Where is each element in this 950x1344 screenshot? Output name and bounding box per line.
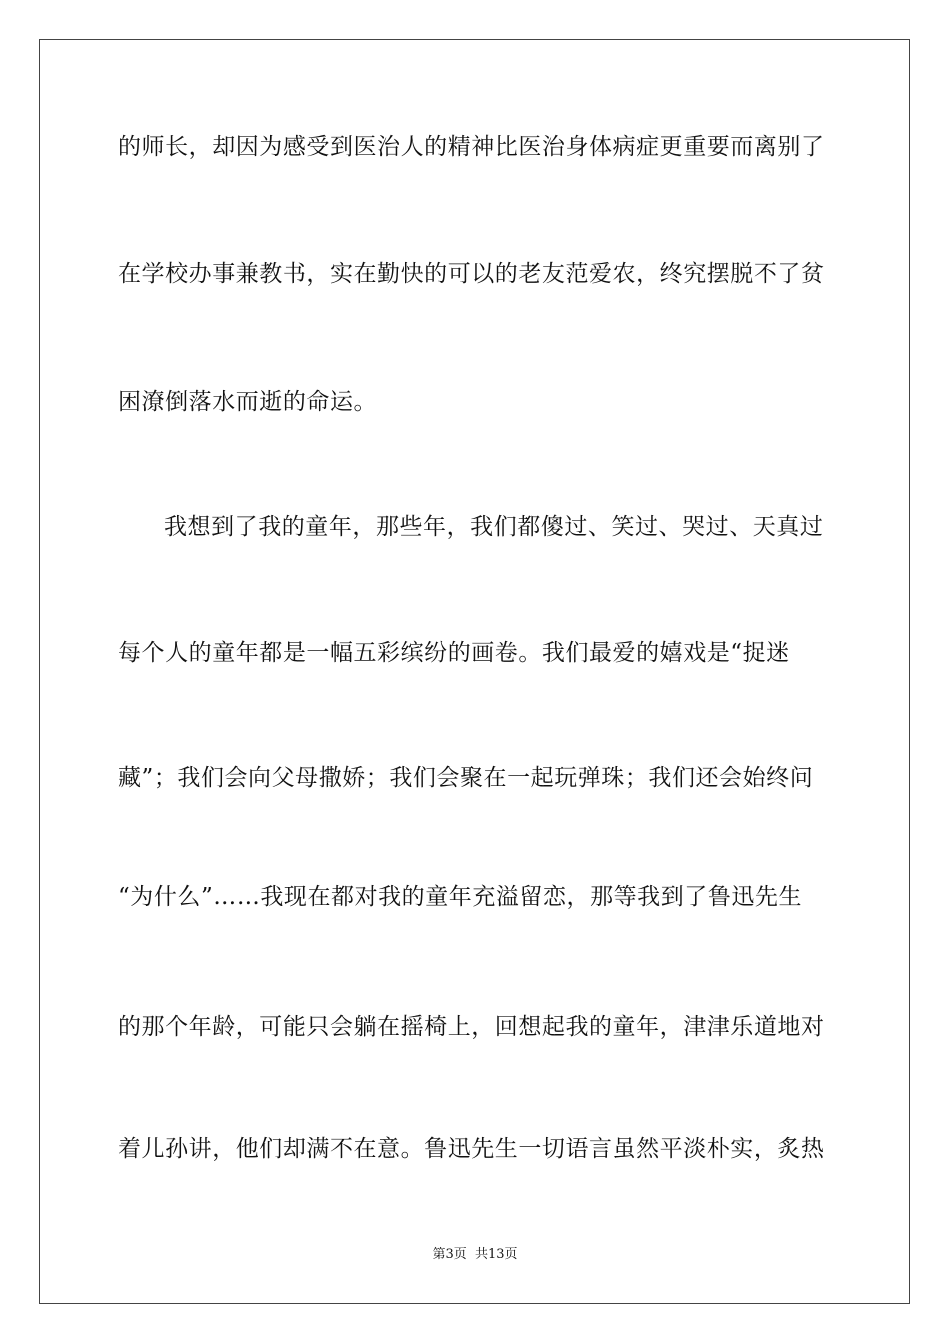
- text-line-9: 着儿孙讲，他们却满不在意。鲁迅先生一切语言虽然平淡朴实，炙热: [118, 1136, 825, 1162]
- text-line-6: 藏”；我们会向父母撒娇；我们会聚在一起玩弹珠；我们还会始终问: [118, 765, 814, 791]
- text-line-4-paragraph-start: 我想到了我的童年，那些年，我们都傻过、笑过、哭过、天真过: [164, 514, 824, 540]
- page-number-footer: 第3页 共13页: [432, 1247, 518, 1262]
- text-line-2: 在学校办事兼教书，实在勤快的可以的老友范爱农，终究摆脱不了贫: [118, 261, 825, 287]
- text-line-5: 每个人的童年都是一幅五彩缤纷的画卷。我们最爱的嬉戏是“捉迷: [118, 640, 790, 666]
- text-line-7: “为什么”……我现在都对我的童年充溢留恋，那等我到了鲁迅先生: [118, 884, 803, 910]
- text-line-1: 的师长，却因为感受到医治人的精神比医治身体病症更重要而离别了: [118, 134, 825, 160]
- text-line-8: 的那个年龄，可能只会躺在摇椅上，回想起我的童年，津津乐道地对: [118, 1014, 825, 1040]
- page-border: [39, 39, 910, 1304]
- text-line-3: 困潦倒落水而逝的命运。: [118, 389, 378, 415]
